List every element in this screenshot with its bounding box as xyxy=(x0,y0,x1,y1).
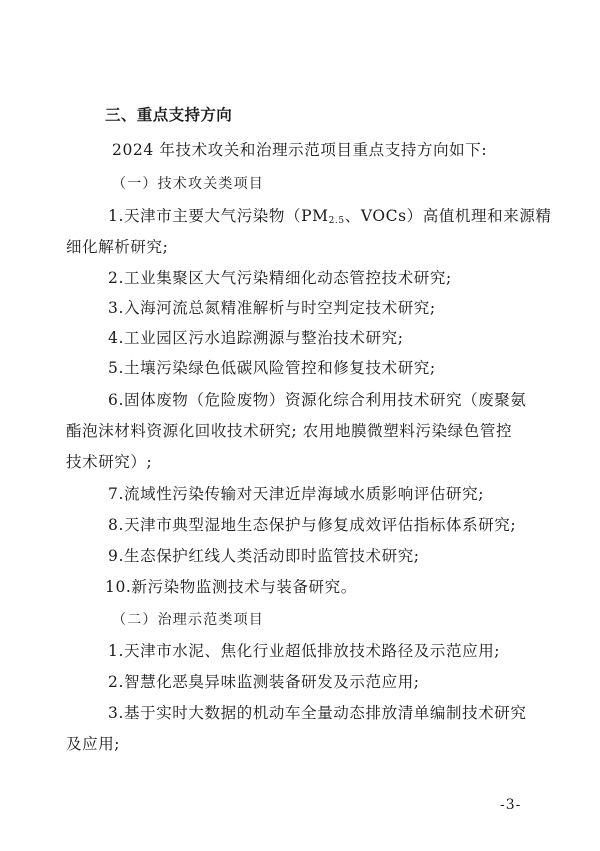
item-text: 1.天津市主要大气污染物（PM xyxy=(108,207,329,225)
list-item: 1.天津市水泥、焦化行业超低排放技术路径及示范应用; xyxy=(108,642,501,660)
list-item-continuation: 酯泡沫材料资源化回收技术研究; 农用地膜微塑料污染绿色管控 xyxy=(66,422,513,440)
list-item: 9.生态保护红线人类活动即时监管技术研究; xyxy=(108,547,420,565)
item-text: 、VOCs）高值机理和来源精 xyxy=(344,207,552,225)
list-item: 4.工业园区污水追踪溯源与整治技术研究; xyxy=(108,329,404,347)
list-item: 7.流域性污染传输对天津近岸海域水质影响评估研究; xyxy=(108,485,485,503)
subsection-title-2: （二）治理示范类项目 xyxy=(112,612,264,628)
list-item: 3.基于实时大数据的机动车全量动态排放清单编制技术研究 xyxy=(108,704,527,722)
list-item: 2.智慧化恶臭异味监测装备研发及示范应用; xyxy=(108,673,420,691)
intro-paragraph: 2024 年技术攻关和治理示范项目重点支持方向如下: xyxy=(112,141,488,159)
list-item: 5.土壤污染绿色低碳风险管控和修复技术研究; xyxy=(108,359,436,377)
list-item-continuation: 细化解析研究; xyxy=(66,238,169,256)
section-heading: 三、重点支持方向 xyxy=(105,106,233,124)
list-item: 10.新污染物监测技术与装备研究。 xyxy=(105,578,357,596)
list-item: 2.工业集聚区大气污染精细化动态管控技术研究; xyxy=(108,269,452,287)
list-item-continuation: 技术研究）; xyxy=(66,453,153,471)
list-item: 8.天津市典型湿地生态保护与修复成效评估指标体系研究; xyxy=(108,516,517,534)
list-item xyxy=(108,206,552,231)
subscript: 2.5 xyxy=(328,216,345,226)
subsection-title-1: （一）技术攻关类项目 xyxy=(112,176,264,192)
list-item: 3.入海河流总氮精准解析与时空判定技术研究; xyxy=(108,299,436,317)
list-item-continuation: 及应用; xyxy=(66,735,121,753)
page-number: -3- xyxy=(500,797,522,813)
list-item: 6.固体废物（危险废物）资源化综合利用技术研究（废聚氨 xyxy=(108,391,527,409)
